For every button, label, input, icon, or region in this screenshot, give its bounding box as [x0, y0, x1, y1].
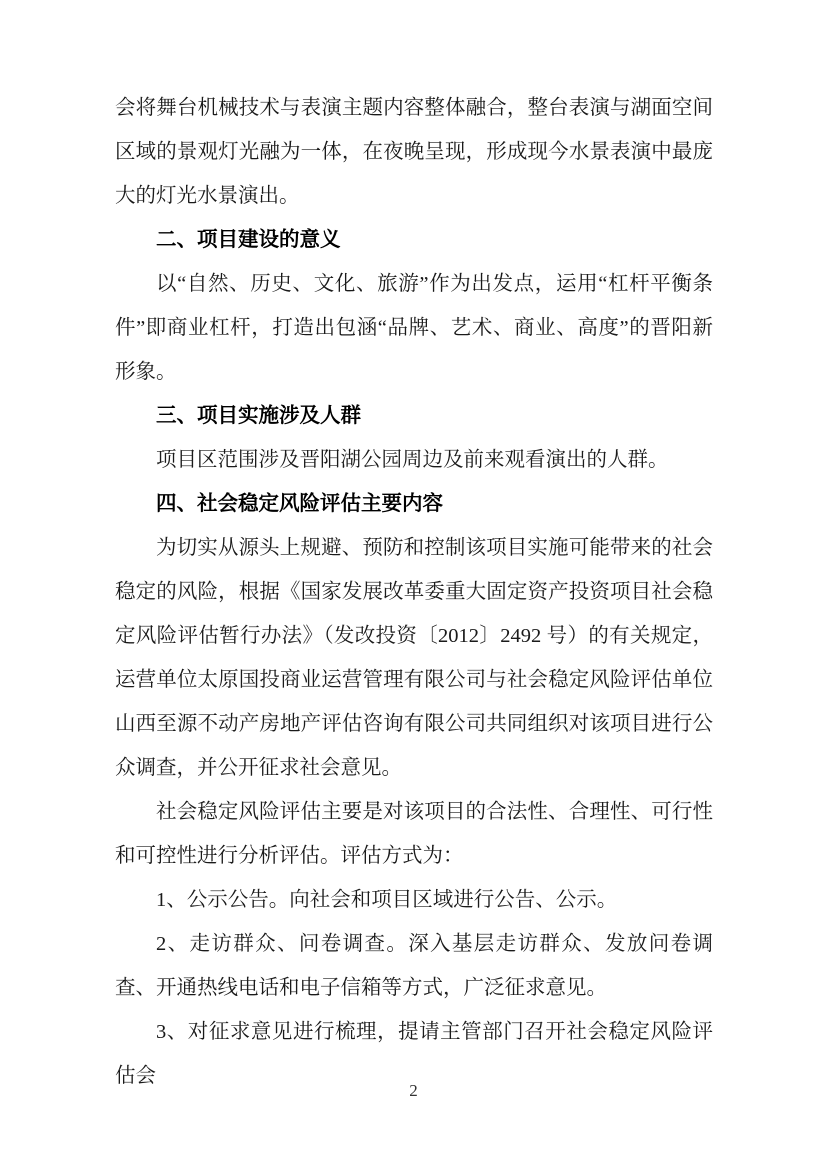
- section-heading: 三、项目实施涉及人群: [156, 404, 361, 427]
- body-paragraph: 以“自然、历史、文化、旅游”作为出发点，运用“杠杆平衡条件”即商业杠杆，打造出包涵“品牌、艺术、商业、高度”的晋阳新形象。: [115, 273, 713, 383]
- body-paragraph: 社会稳定风险评估主要是对该项目的合法性、合理性、可行性和可控性进行分析评估。评估方式为：: [115, 801, 713, 867]
- body-paragraph: 项目区范围涉及晋阳湖公园周边及前来观看演出的人群。: [156, 449, 669, 471]
- body-paragraph: 2、走访群众、问卷调查。深入基层走访群众、发放问卷调查、开通热线电话和电子信箱等方式，广泛征求意见。: [115, 933, 713, 999]
- body-paragraph: 会将舞台机械技术与表演主题内容整体融合，整台表演与湖面空间区域的景观灯光融为一体，在夜晚呈现，形成现今水景表演中最庞大的灯光水景演出。: [115, 97, 713, 207]
- document-content: [115, 86, 713, 1098]
- section-heading: 二、项目建设的意义: [156, 228, 341, 251]
- section-heading: 四、社会稳定风险评估主要内容: [156, 492, 443, 515]
- body-paragraph: 3、对征求意见进行梳理，提请主管部门召开社会稳定风险评估会: [115, 1021, 713, 1087]
- body-paragraph: 为切实从源头上规避、预防和控制该项目实施可能带来的社会稳定的风险，根据《国家发展改革委重大固定资产投资项目社会稳定风险评估暂行办法》（发改投资〔2012〕2492 号）的有关规定，运营单位太原国投商业运营管理有限公司与社会稳定风险评估单位山西至源不动产房地产评估咨询有限公司共同组织对该项目进行公众调查，并公开征求社会意见。: [115, 537, 713, 779]
- page-number: 2: [409, 1081, 418, 1100]
- body-paragraph: 1、公示公告。向社会和项目区域进行公告、公示。: [156, 889, 618, 911]
